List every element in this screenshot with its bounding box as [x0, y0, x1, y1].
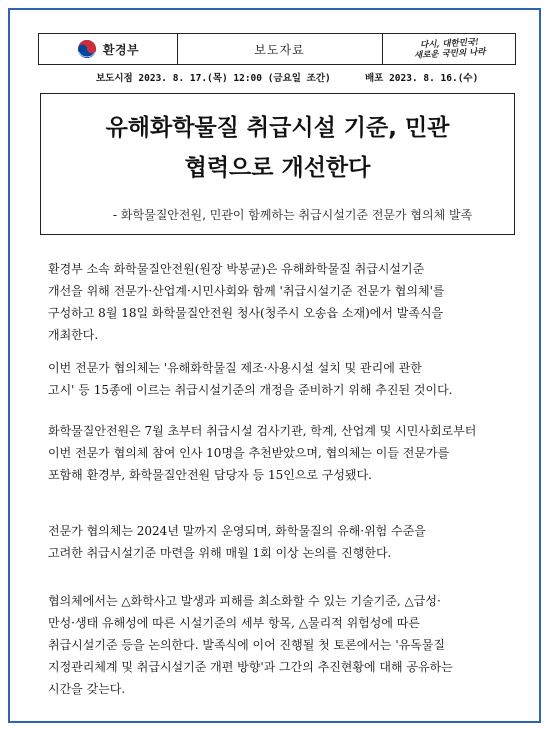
paragraph-line: 시간을 갖는다. — [48, 682, 126, 696]
release-time: 보도시점 2023. 8. 17.(목) 12:00 (금요일 조간) — [96, 73, 331, 84]
paragraph-line: 구성하고 8월 18일 화학물질안전원 청사(청주시 오송읍 소재)에서 발족식을 — [48, 306, 444, 320]
paragraph-line: 취급시설기준 등을 논의한다. 발족식에 이어 진행될 첫 토론에서는 '유독물질 — [48, 638, 445, 652]
slogan-line-2: 새로운 국민의 나라 — [413, 47, 486, 61]
paragraph-line: 만성·생태 유해성에 따른 시설기준의 세부 항목, △물리적 위험성에 따른 — [48, 616, 420, 630]
paragraph-line: 지정관리체계 및 취급시설기준 개편 방향'과 그간의 추진현황에 대해 공유하는 — [48, 660, 453, 674]
issue-date: 배포 2023. 8. 16.(수) — [365, 73, 479, 84]
paragraph-line: 화학물질안전원은 7월 초부터 취급시설 검사기관, 학계, 산업계 및 시민사회로부터 — [48, 424, 477, 438]
headline-line-1: 유해화학물질 취급시설 기준, 민관 — [105, 115, 450, 141]
government-slogan — [382, 34, 517, 64]
ministry-name: 환경부 — [102, 42, 140, 57]
paragraph-line: 협의체에서는 △화학사고 발생과 피해를 최소화할 수 있는 기술기준, △급성· — [48, 594, 441, 608]
ministry-logo — [39, 34, 177, 64]
paragraph-line: 고려한 취급시설기준 마련을 위해 매월 1회 이상 논의를 진행한다. — [48, 546, 392, 560]
paragraph-line: 개선을 위해 전문가·산업계·시민사회와 함께 '취급시설기준 전문가 협의체'를 — [48, 284, 445, 298]
paragraph-line: 포함해 환경부, 화학물질안전원 담당자 등 15인으로 구성됐다. — [48, 468, 372, 482]
body-paragraph — [48, 357, 513, 401]
body-paragraph — [48, 420, 513, 486]
headline-box — [40, 93, 515, 235]
taegeuk-logo-icon — [77, 39, 97, 59]
paragraph-line: 환경부 소속 화학물질안전원(원장 박봉균)은 유해화학물질 취급시설기준 — [48, 262, 425, 276]
body-paragraph — [48, 520, 513, 564]
paragraph-line: 이번 전문가 협의체 참여 인사 10명을 추천받았으며, 협의체는 이들 전문가를 — [48, 446, 450, 460]
document-type: 보도자료 — [254, 42, 305, 57]
slogan-line-1: 다시, 대한민국! — [419, 37, 480, 51]
headline-line-2: 협력으로 개선한다 — [184, 155, 371, 181]
paragraph-line: 이번 전문가 협의체는 '유해화학물질 제조·사용시설 설치 및 관리에 관한 — [48, 361, 422, 375]
body-paragraph — [48, 590, 513, 700]
paragraph-line: 고시' 등 15종에 이르는 취급시설기준의 개정을 준비하기 위해 추진된 것이다. — [48, 383, 453, 397]
subheadline: - 화학물질안전원, 민관이 함께하는 취급시설기준 전문가 협의체 발족 — [112, 208, 473, 222]
paragraph-line: 개최한다. — [48, 328, 99, 342]
paragraph-line: 전문가 협의체는 2024년 말까지 운영되며, 화학물질의 유해·위험 수준을 — [48, 524, 426, 538]
body-paragraph — [48, 258, 513, 346]
press-release-header — [38, 33, 516, 65]
